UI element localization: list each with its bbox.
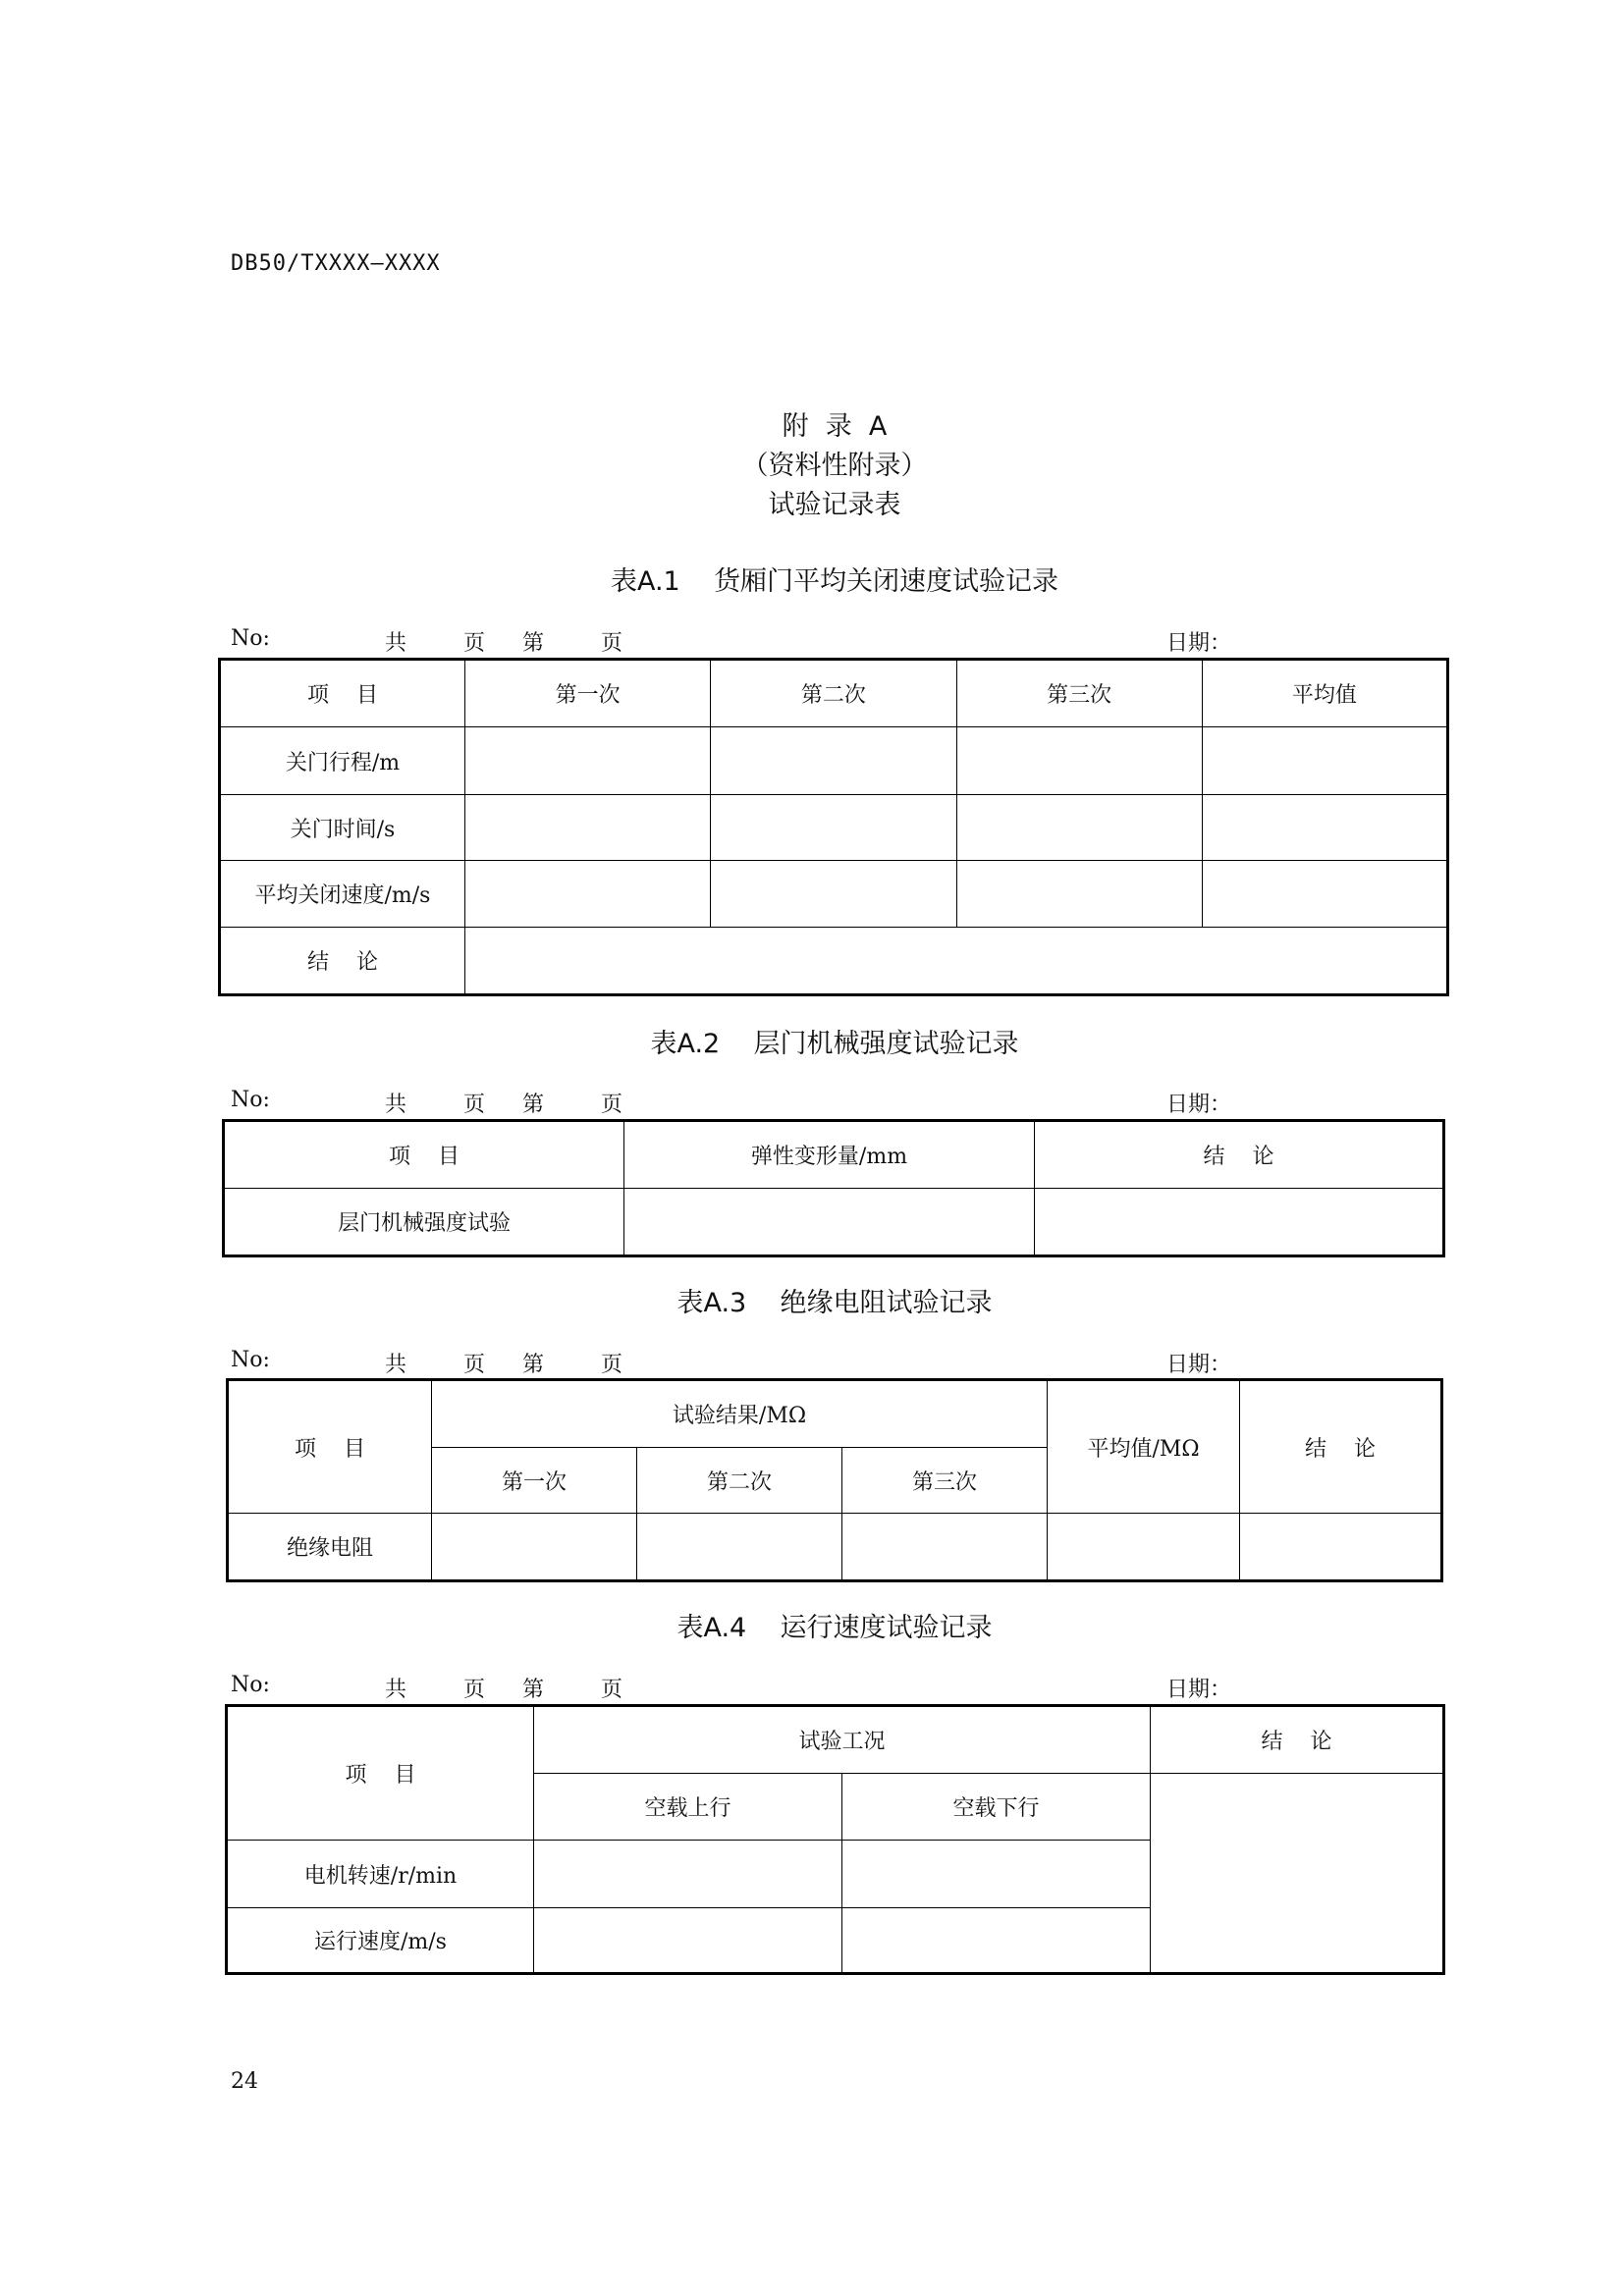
meta-ye: 页 xyxy=(601,631,623,656)
table-header-cell: 项 目 xyxy=(224,1121,624,1189)
meta-ye: 页 xyxy=(463,631,486,656)
data-cell[interactable] xyxy=(842,1514,1048,1581)
row-label: 关门行程/m xyxy=(220,727,465,795)
conclusion-cell[interactable] xyxy=(465,928,1448,995)
meta-gong: 共 xyxy=(385,1093,407,1117)
row-label: 运行速度/m/s xyxy=(227,1908,534,1974)
meta-date: 日期： xyxy=(1166,1678,1232,1702)
data-cell[interactable] xyxy=(842,1908,1151,1974)
page-number: 24 xyxy=(231,2069,258,2094)
appendix-title: 附 录 A xyxy=(782,411,888,442)
meta-date: 日期： xyxy=(1166,631,1232,656)
meta-gong: 共 xyxy=(385,1353,407,1377)
data-cell[interactable] xyxy=(1035,1189,1444,1256)
meta-di: 第 xyxy=(522,1093,545,1117)
table-a3-caption: 表A.3 绝缘电阻试验记录 xyxy=(676,1288,993,1318)
table-a4-meta xyxy=(0,1673,1623,1702)
table-a1-caption: 表A.1 货厢门平均关闭速度试验记录 xyxy=(610,566,1059,597)
table-header-cell: 结 论 xyxy=(1240,1380,1442,1514)
meta-ye: 页 xyxy=(601,1353,623,1377)
meta-no: No: xyxy=(231,1348,270,1372)
row-label: 电机转速/r/min xyxy=(227,1841,534,1908)
table-header-cell: 第三次 xyxy=(842,1448,1048,1514)
data-cell[interactable] xyxy=(432,1514,637,1581)
data-cell[interactable] xyxy=(711,861,956,928)
meta-di: 第 xyxy=(522,1678,545,1702)
row-label: 平均关闭速度/m/s xyxy=(220,861,465,928)
meta-di: 第 xyxy=(522,1353,545,1377)
table-a2-caption: 表A.2 层门机械强度试验记录 xyxy=(650,1029,1019,1059)
table-a1-meta xyxy=(0,626,1623,656)
data-cell[interactable] xyxy=(956,727,1202,795)
table-header-cell: 第二次 xyxy=(711,660,956,727)
table-header-cell: 平均值 xyxy=(1202,660,1447,727)
table-header-cell: 第一次 xyxy=(432,1448,637,1514)
conclusion-cell[interactable] xyxy=(1151,1774,1444,1974)
meta-gong: 共 xyxy=(385,1678,407,1702)
meta-no: No: xyxy=(231,626,270,651)
data-cell[interactable] xyxy=(534,1908,842,1974)
meta-ye: 页 xyxy=(463,1678,486,1702)
meta-no: No: xyxy=(231,1088,270,1112)
table-header-cell: 空载下行 xyxy=(842,1774,1151,1841)
data-cell[interactable] xyxy=(711,795,956,861)
data-cell[interactable] xyxy=(534,1841,842,1908)
table-a4 xyxy=(225,1704,1445,1975)
meta-no: No: xyxy=(231,1673,270,1697)
document-code: DB50/TXXXX—XXXX xyxy=(231,251,441,276)
data-cell[interactable] xyxy=(1202,795,1447,861)
row-label: 绝缘电阻 xyxy=(228,1514,432,1581)
table-a2 xyxy=(222,1119,1445,1257)
data-cell[interactable] xyxy=(842,1841,1151,1908)
table-header-cell: 项 目 xyxy=(227,1706,534,1841)
table-a3 xyxy=(226,1378,1443,1582)
table-a3-meta xyxy=(0,1348,1623,1377)
data-cell[interactable] xyxy=(465,727,711,795)
data-cell[interactable] xyxy=(1202,861,1447,928)
meta-date: 日期： xyxy=(1166,1353,1232,1377)
meta-date: 日期： xyxy=(1166,1093,1232,1117)
table-a4-caption: 表A.4 运行速度试验记录 xyxy=(676,1613,993,1643)
meta-di: 第 xyxy=(522,631,545,656)
data-cell[interactable] xyxy=(956,861,1202,928)
data-cell[interactable] xyxy=(956,795,1202,861)
meta-ye: 页 xyxy=(463,1093,486,1117)
meta-gong: 共 xyxy=(385,631,407,656)
table-header-cell: 项 目 xyxy=(228,1380,432,1514)
meta-ye: 页 xyxy=(601,1093,623,1117)
table-header-cell: 结 论 xyxy=(1151,1706,1444,1774)
data-cell[interactable] xyxy=(1048,1514,1240,1581)
row-label: 结 论 xyxy=(220,928,465,995)
table-header-cell: 项 目 xyxy=(220,660,465,727)
table-header-cell: 试验结果/MΩ xyxy=(432,1380,1048,1448)
table-header-cell: 空载上行 xyxy=(534,1774,842,1841)
row-label: 关门时间/s xyxy=(220,795,465,861)
appendix-name: 试验记录表 xyxy=(768,490,901,520)
data-cell[interactable] xyxy=(465,795,711,861)
data-cell[interactable] xyxy=(637,1514,842,1581)
table-header-cell: 第一次 xyxy=(465,660,711,727)
table-header-cell: 平均值/MΩ xyxy=(1048,1380,1240,1514)
table-header-cell: 结 论 xyxy=(1035,1121,1444,1189)
data-cell[interactable] xyxy=(1240,1514,1442,1581)
data-cell[interactable] xyxy=(711,727,956,795)
meta-ye: 页 xyxy=(463,1353,486,1377)
data-cell[interactable] xyxy=(465,861,711,928)
table-header-cell: 第三次 xyxy=(956,660,1202,727)
table-a2-meta xyxy=(0,1088,1623,1117)
table-header-cell: 第二次 xyxy=(637,1448,842,1514)
table-header-cell: 弹性变形量/mm xyxy=(624,1121,1035,1189)
data-cell[interactable] xyxy=(1202,727,1447,795)
table-header-cell: 试验工况 xyxy=(534,1706,1151,1774)
data-cell[interactable] xyxy=(624,1189,1035,1256)
meta-ye: 页 xyxy=(601,1678,623,1702)
row-label: 层门机械强度试验 xyxy=(224,1189,624,1256)
table-a1 xyxy=(218,658,1449,996)
appendix-subtitle: （资料性附录） xyxy=(741,451,928,481)
